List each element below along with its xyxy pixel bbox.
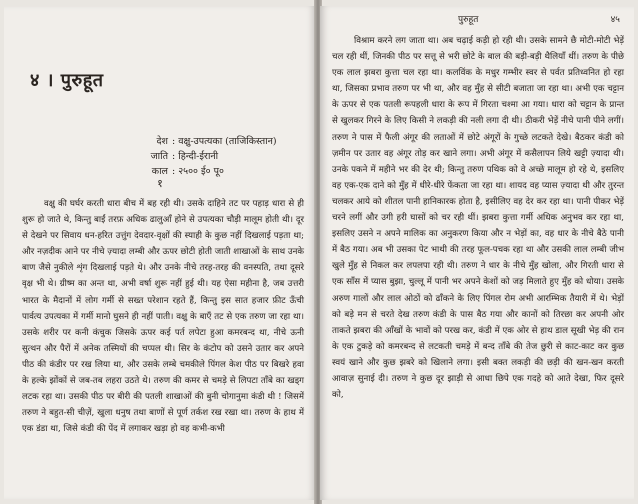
- meta-value: २५०० ई० पू०: [178, 166, 224, 177]
- right-page: [320, 6, 634, 500]
- chapter-title: ४ । पुरुहूत: [30, 70, 104, 91]
- meta-row-country: [132, 134, 277, 149]
- meta-key: जाति: [150, 151, 168, 162]
- left-page: [4, 6, 316, 500]
- chapter-meta: [132, 134, 277, 179]
- section-number: १: [157, 177, 163, 190]
- page-number: ४५: [610, 15, 620, 25]
- meta-value: हिन्दी-ईरानी: [178, 151, 219, 162]
- meta-sep: :: [172, 151, 179, 162]
- meta-row-race: [132, 149, 277, 164]
- left-body-text: [22, 196, 304, 437]
- meta-sep: :: [172, 166, 179, 177]
- running-title: पुरुहूत: [458, 15, 479, 25]
- paragraph: विश्राम करने लग जाता था। अब चढ़ाई कड़ी हो रही थी। उसके सामने छै मोटी-मोटी भेड़ें चल रही थीं, जिनकी पीठ पर सत्तू से भरी छोटे के बाल की बड़ी-बड़ी थैलियाँ थीं। तरुण के पीछे एक लाल झबरा कुत्ता चल रहा था। कलविंक के मधुर गम्भीर स्वर से पर्वत प्रतिध्वनित हो रहा था, जिसका प्रभाव तरुण पर भी था, और वह मुँह से सीटी बजाता जा रहा था। अभी एक चट्टान के ऊपर से एक पतली रूपहली धारा के रूप में गिरता चश्मा आ गया। धारा को चट्टान के प्रान्त से खुलकर गिरने के लिए किसी ने लकड़ी की नली लगा दी थी। ठीकरी भेड़ें नीचे पानी पीने लगीं। तरुण ने पास में फैली अंगूर की लताओं में छोटे अंगूरों के गुच्छे लटकते देखे। बैठकर कंडी को ज़मीन पर उतार वह अंगूर तोड़ कर खाने लगा। अभी अंगूर में कसैलापन लिये खट्टी ज़्यादा थी। उनके पकने में महीने भर की देर थी; किन्तु तरुण पथिक को वे अच्छे मालूम हो रहे थे, इसलिए वह एक-एक दाने को मुँह में धीरे-धीरे फेंकता जा रहा था। शायद वह प्यास ज़्यादा थी और तुरन्त चलकर आये को शीतल पानी हानिकारक होता है, इसीलिए वह देर कर रहा था। पानी पीकर भेड़ें चरने लगीं और उगी हरी घासों को चर रही थीं। झबरा कुत्ता गर्मी अधिक अनुभव कर रहा था, इसलिए उसने न अपने मालिक का अनुकरण किया और न भेड़ों का, वह धार के नीचे बैठे पानी में बैठ गया। अब भी उसका पेट भाथी की तरह फूल-पचक रहा था और उसकी लाल लम्बी जीभ खुले मुँह से निकल कर लपलपा रही थी। तरुण ने धार के नीचे मुँह खोला, और गिरती धारा से एक साँस में प्यास बुझा, चुल्लू में पानी भर अपने केशों को जड़ मिलाते हुए मुँह को धोया। उसके अरुण गालों और लाल ओठों को ढाँकने के लिए पिंगल रोम अभी आरम्भिक तैयारी में थे। भेड़ों को बड़े मन से चरते देख तरुण कंडी के पास बैठ गया और कानों को तिरछा कर अपनी ओर ताकते झबरा की आँखों के भावों को परख कर, कंडी में एक ओर से हाथ डाल सूखी भेड़ की रान के एक टुकड़े को कमरबन्द से लटकती चमड़े में बन्द ताँबे की तेज छुरी से काट-काट कर कुछ स्वयं खाने और कुछ झबरे को खिलाने लगा। इसी बक्त लकड़ी की छड़ी की खन-खन करती आवाज़ सुनाई दी। तरुण ने कुछ दूर झाड़ी से आधा छिपे एक गदहे को आते देखा, फिर दूसरे को,: [332, 36, 624, 401]
- meta-sep: :: [172, 136, 179, 147]
- right-body-text: [332, 33, 624, 403]
- meta-value: वक्षु-उपत्यका (ताजिकिस्तान): [178, 136, 277, 147]
- meta-key: देश: [156, 136, 168, 147]
- meta-key: काल: [151, 166, 168, 177]
- paragraph: वक्षु की घर्घर करती धारा बीच में बह रही थी। उसके दाहिने तट पर पहाड़ धारा से ही शुरू हो जाते थे, किन्तु बाईं तरफ़ अधिक ढालुआँ होने से उपत्यका चौड़ी मालूम होती थी। दूर से देखने पर सिवाय धन-हरित उत्तुंग देवदार-वृक्षों की स्याही के कुछ नहीं दिखलाई पड़ता था; और नज़दीक आने पर नीचे ज़्यादा लम्बी और ऊपर छोटी होती जाती शाखाओं के साथ उनके बाण जैसे नुकीले शृंग दिखलाई पड़ते थे। और उनके नीचे तरह-तरह की वनस्पति, तथा दूसरे वृक्ष भी थे। ग्रीष्म का अन्त था, अभी वर्षा शुरू नहीं हुई थी। यह ऐसा महीना है, जब उत्तरी भारत के मैदानों में लोग गर्मी से सख्त परेशान रहते हैं, किन्तु इस सात हजार फ़ीट ऊँची पार्वत्य उपत्यका में गर्मी मानो घुसने ही नहीं पाती। वक्षु के बाएँ तट से एक तरुण जा रहा था। उसके शरीर पर कनी कंचुक जिसके ऊपर कई पर्त लपेटा हुआ कमरबन्द था, नीचे ऊनी सुत्थन और पैरों में अनेक तस्मियों की चप्पल थी। सिर के कंटोप को उसने उतार कर अपने पीठ की कंडीर पर रख लिया था, और उसके लम्बे चमकीले पिंगल केश पीठ पर बिखरे हवा के हल्के झोंकों से जब-तब लहरा उठते थे। तरुण की कमर से चमड़े से लिपटा ताँबे का खड्ग लटक रहा था। उसकी पीठ पर बीरी की पतली शाखाओं की बुनी चोगानुमा कंडी थी ! जिसमें तरुण ने बहुत-सी चीज़ें, खुला धनुष तथा बाणों से पूर्ण तर्कश रख रखा था। तरुण के हाथ में एक डंडा था, जिसे कंडी की पेंद में लगाकर खड़ा हो वह कभी-कभी: [22, 199, 304, 435]
